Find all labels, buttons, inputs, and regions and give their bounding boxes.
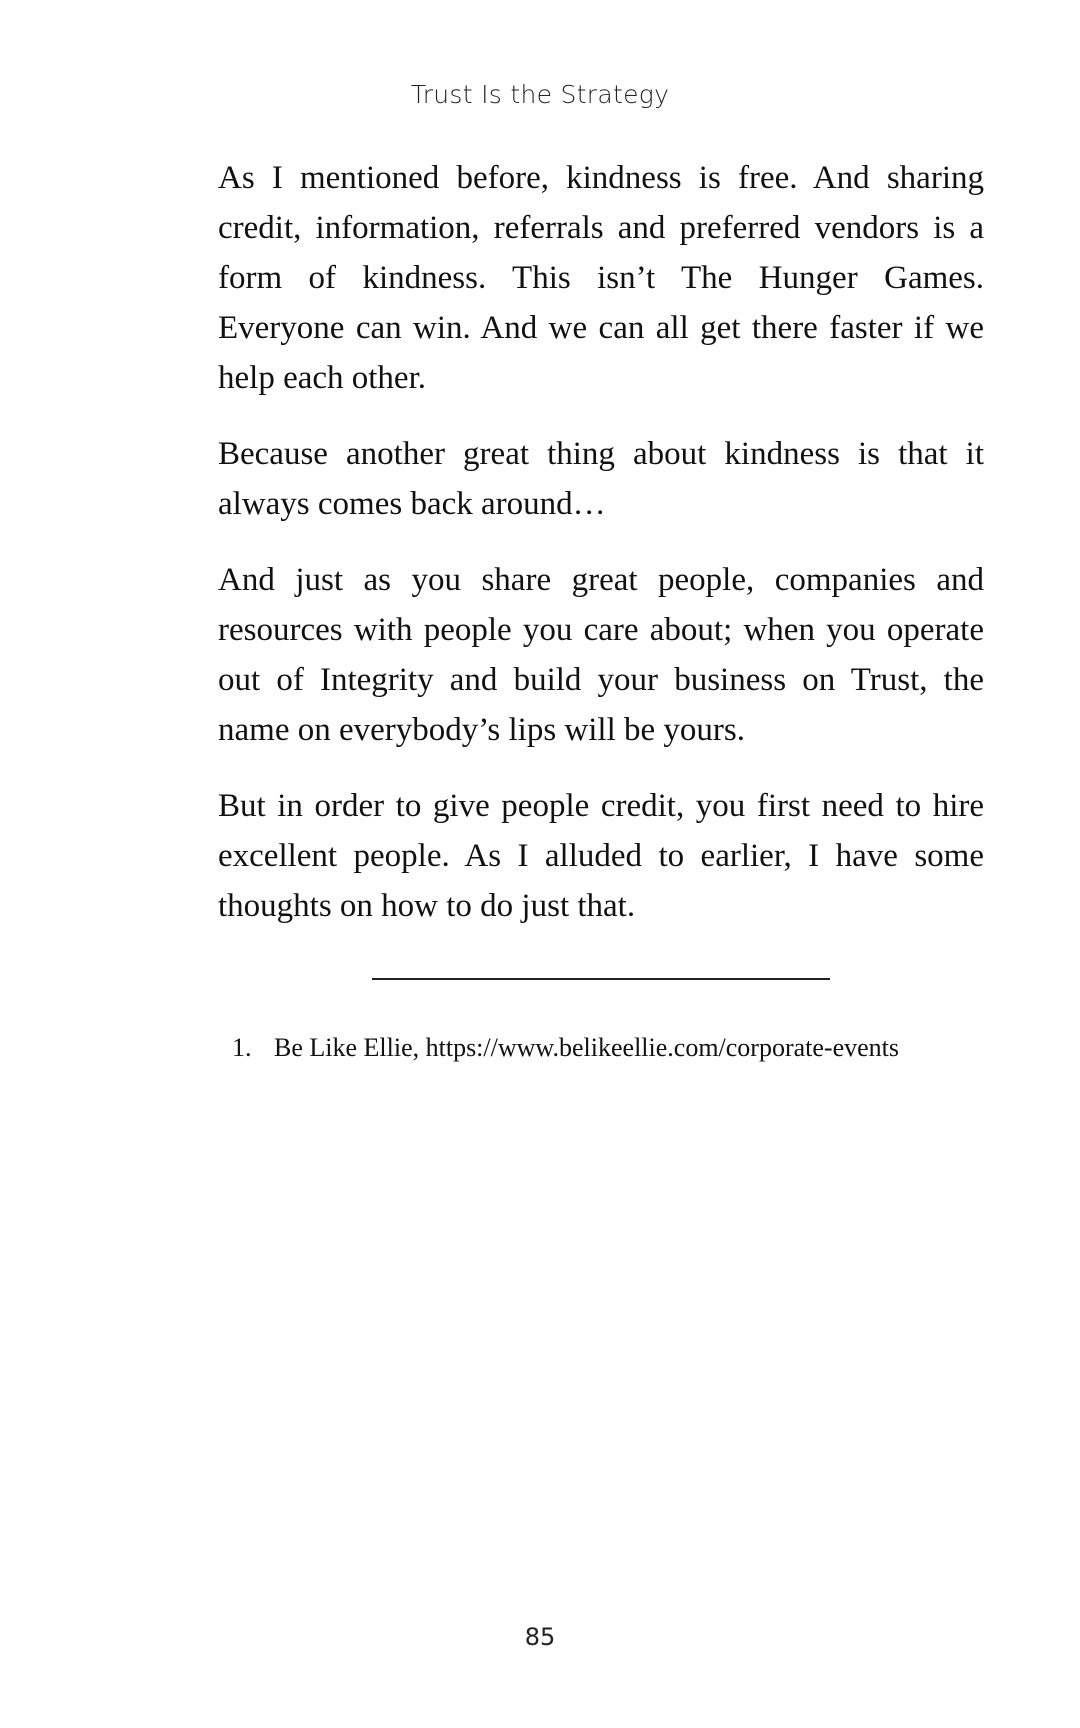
paragraph-3: And just as you share great people, companies and resources with people you care about; when you operate out of Integrity and build your business on Trust, the name on everybody’s lips will be yours. xyxy=(218,562,984,748)
body-text xyxy=(218,153,984,957)
running-header: Trust Is the Strategy xyxy=(410,80,670,109)
page-number: 85 xyxy=(524,1623,556,1651)
paragraph-4: But in order to give people credit, you first need to hire excellent people. As I alluded to earlier, I have some thoughts on how to do just that. xyxy=(218,788,984,924)
paragraph-1: As I mentioned before, kindness is free. And sharing credit, information, referrals and preferred vendors is a form of kindness. This isn’t The Hunger Games. Everyone can win. And we can all get there faster if we help each other. xyxy=(218,160,984,396)
footnote-item xyxy=(232,1030,992,1066)
footnote-number: 1. xyxy=(232,1033,252,1062)
footnote-separator xyxy=(372,978,830,980)
footnote-text: Be Like Ellie, https://www.belikeellie.com/corporate-events xyxy=(274,1033,900,1062)
footnote-list xyxy=(232,1030,992,1066)
paragraph-2: Because another great thing about kindness is that it always comes back around… xyxy=(218,436,984,522)
